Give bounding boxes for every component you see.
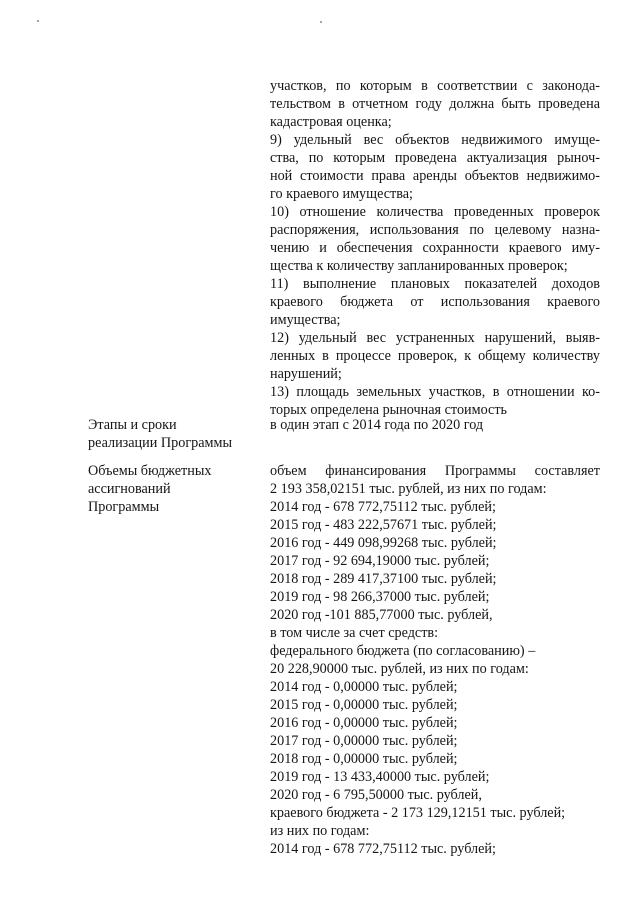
text-line: ленных в процессе проверок, к общему количеству xyxy=(270,348,600,364)
budget-line: 2014 год - 678 772,75112 тыс. рублей; xyxy=(270,499,496,515)
text-line: ной стоимости права аренды объектов недвижимо- xyxy=(270,168,600,184)
text-line: 9) удельный вес объектов недвижимого имуще- xyxy=(270,132,600,148)
stages-value xyxy=(270,416,600,434)
budget-line: 2014 год - 0,00000 тыс. рублей; xyxy=(270,679,458,695)
text-line: щества к количеству запланированных проверок; xyxy=(270,258,568,274)
scan-speck xyxy=(37,20,39,22)
text-line: распоряжения, использования по целевому назна- xyxy=(270,222,600,238)
budget-line: 2017 год - 92 694,19000 тыс. рублей; xyxy=(270,553,490,569)
text-line: кадастровая оценка; xyxy=(270,114,392,130)
budget-line: 2015 год - 0,00000 тыс. рублей; xyxy=(270,697,458,713)
budget-line: 2017 год - 0,00000 тыс. рублей; xyxy=(270,733,458,749)
text-line: чению и обеспечения сохранности краевого иму- xyxy=(270,240,600,256)
budget-line: 2020 год -101 885,77000 тыс. рублей, xyxy=(270,607,493,623)
text-line: го краевого имущества; xyxy=(270,186,413,202)
budget-line: 2019 год - 98 266,37000 тыс. рублей; xyxy=(270,589,490,605)
text-line: участков, по которым в соответствии с законода- xyxy=(270,78,600,94)
stages-label xyxy=(88,416,258,452)
budget-line: 2016 год - 0,00000 тыс. рублей; xyxy=(270,715,458,731)
budget-label xyxy=(88,462,258,516)
budget-line: 20 228,90000 тыс. рублей, из них по годам: xyxy=(270,661,529,677)
text-line: имущества; xyxy=(270,312,341,328)
text-line: краевого бюджета от использования краевого xyxy=(270,294,600,310)
budget-line: федерального бюджета (по согласованию) – xyxy=(270,643,536,659)
text-line: нарушений; xyxy=(270,366,342,382)
budget-line: 2 193 358,02151 тыс. рублей, из них по годам: xyxy=(270,481,547,497)
budget-line: в том числе за счет средств: xyxy=(270,625,439,641)
budget-label-line: Объемы бюджетных xyxy=(88,463,212,479)
budget-line: 2020 год - 6 795,50000 тыс. рублей, xyxy=(270,787,482,803)
budget-label-line: Программы xyxy=(88,499,160,515)
scan-speck xyxy=(320,21,322,23)
text-line: ства, по которым проведена актуализация рыноч- xyxy=(270,150,600,166)
stages-value-line: в один этап с 2014 года по 2020 год xyxy=(270,417,484,433)
stages-label-line: Этапы и сроки xyxy=(88,417,177,433)
text-line: 11) выполнение плановых показателей доходов xyxy=(270,276,600,292)
text-line: 13) площадь земельных участков, в отношении ко- xyxy=(270,384,600,400)
budget-line: объем финансирования Программы составляет xyxy=(270,463,600,479)
budget-line: из них по годам: xyxy=(270,823,370,839)
text-line: тельством в отчетном году должна быть проведена xyxy=(270,96,600,112)
budget-line: краевого бюджета - 2 173 129,12151 тыс. рублей; xyxy=(270,805,566,821)
text-line: 12) удельный вес устраненных нарушений, выяв- xyxy=(270,330,600,346)
budget-label-line: ассигнований xyxy=(88,481,171,497)
budget-line: 2014 год - 678 772,75112 тыс. рублей; xyxy=(270,841,496,857)
budget-line: 2016 год - 449 098,99268 тыс. рублей; xyxy=(270,535,497,551)
indicators-continued-text xyxy=(270,77,600,419)
text-line: 10) отношение количества проведенных проверок xyxy=(270,204,600,220)
budget-line: 2018 год - 289 417,37100 тыс. рублей; xyxy=(270,571,497,587)
stages-label-line: реализации Программы xyxy=(88,435,233,451)
text-line: торых определена рыночная стоимость xyxy=(270,402,508,418)
budget-line: 2015 год - 483 222,57671 тыс. рублей; xyxy=(270,517,497,533)
budget-value-text xyxy=(270,462,600,858)
budget-line: 2019 год - 13 433,40000 тыс. рублей; xyxy=(270,769,490,785)
budget-line: 2018 год - 0,00000 тыс. рублей; xyxy=(270,751,458,767)
